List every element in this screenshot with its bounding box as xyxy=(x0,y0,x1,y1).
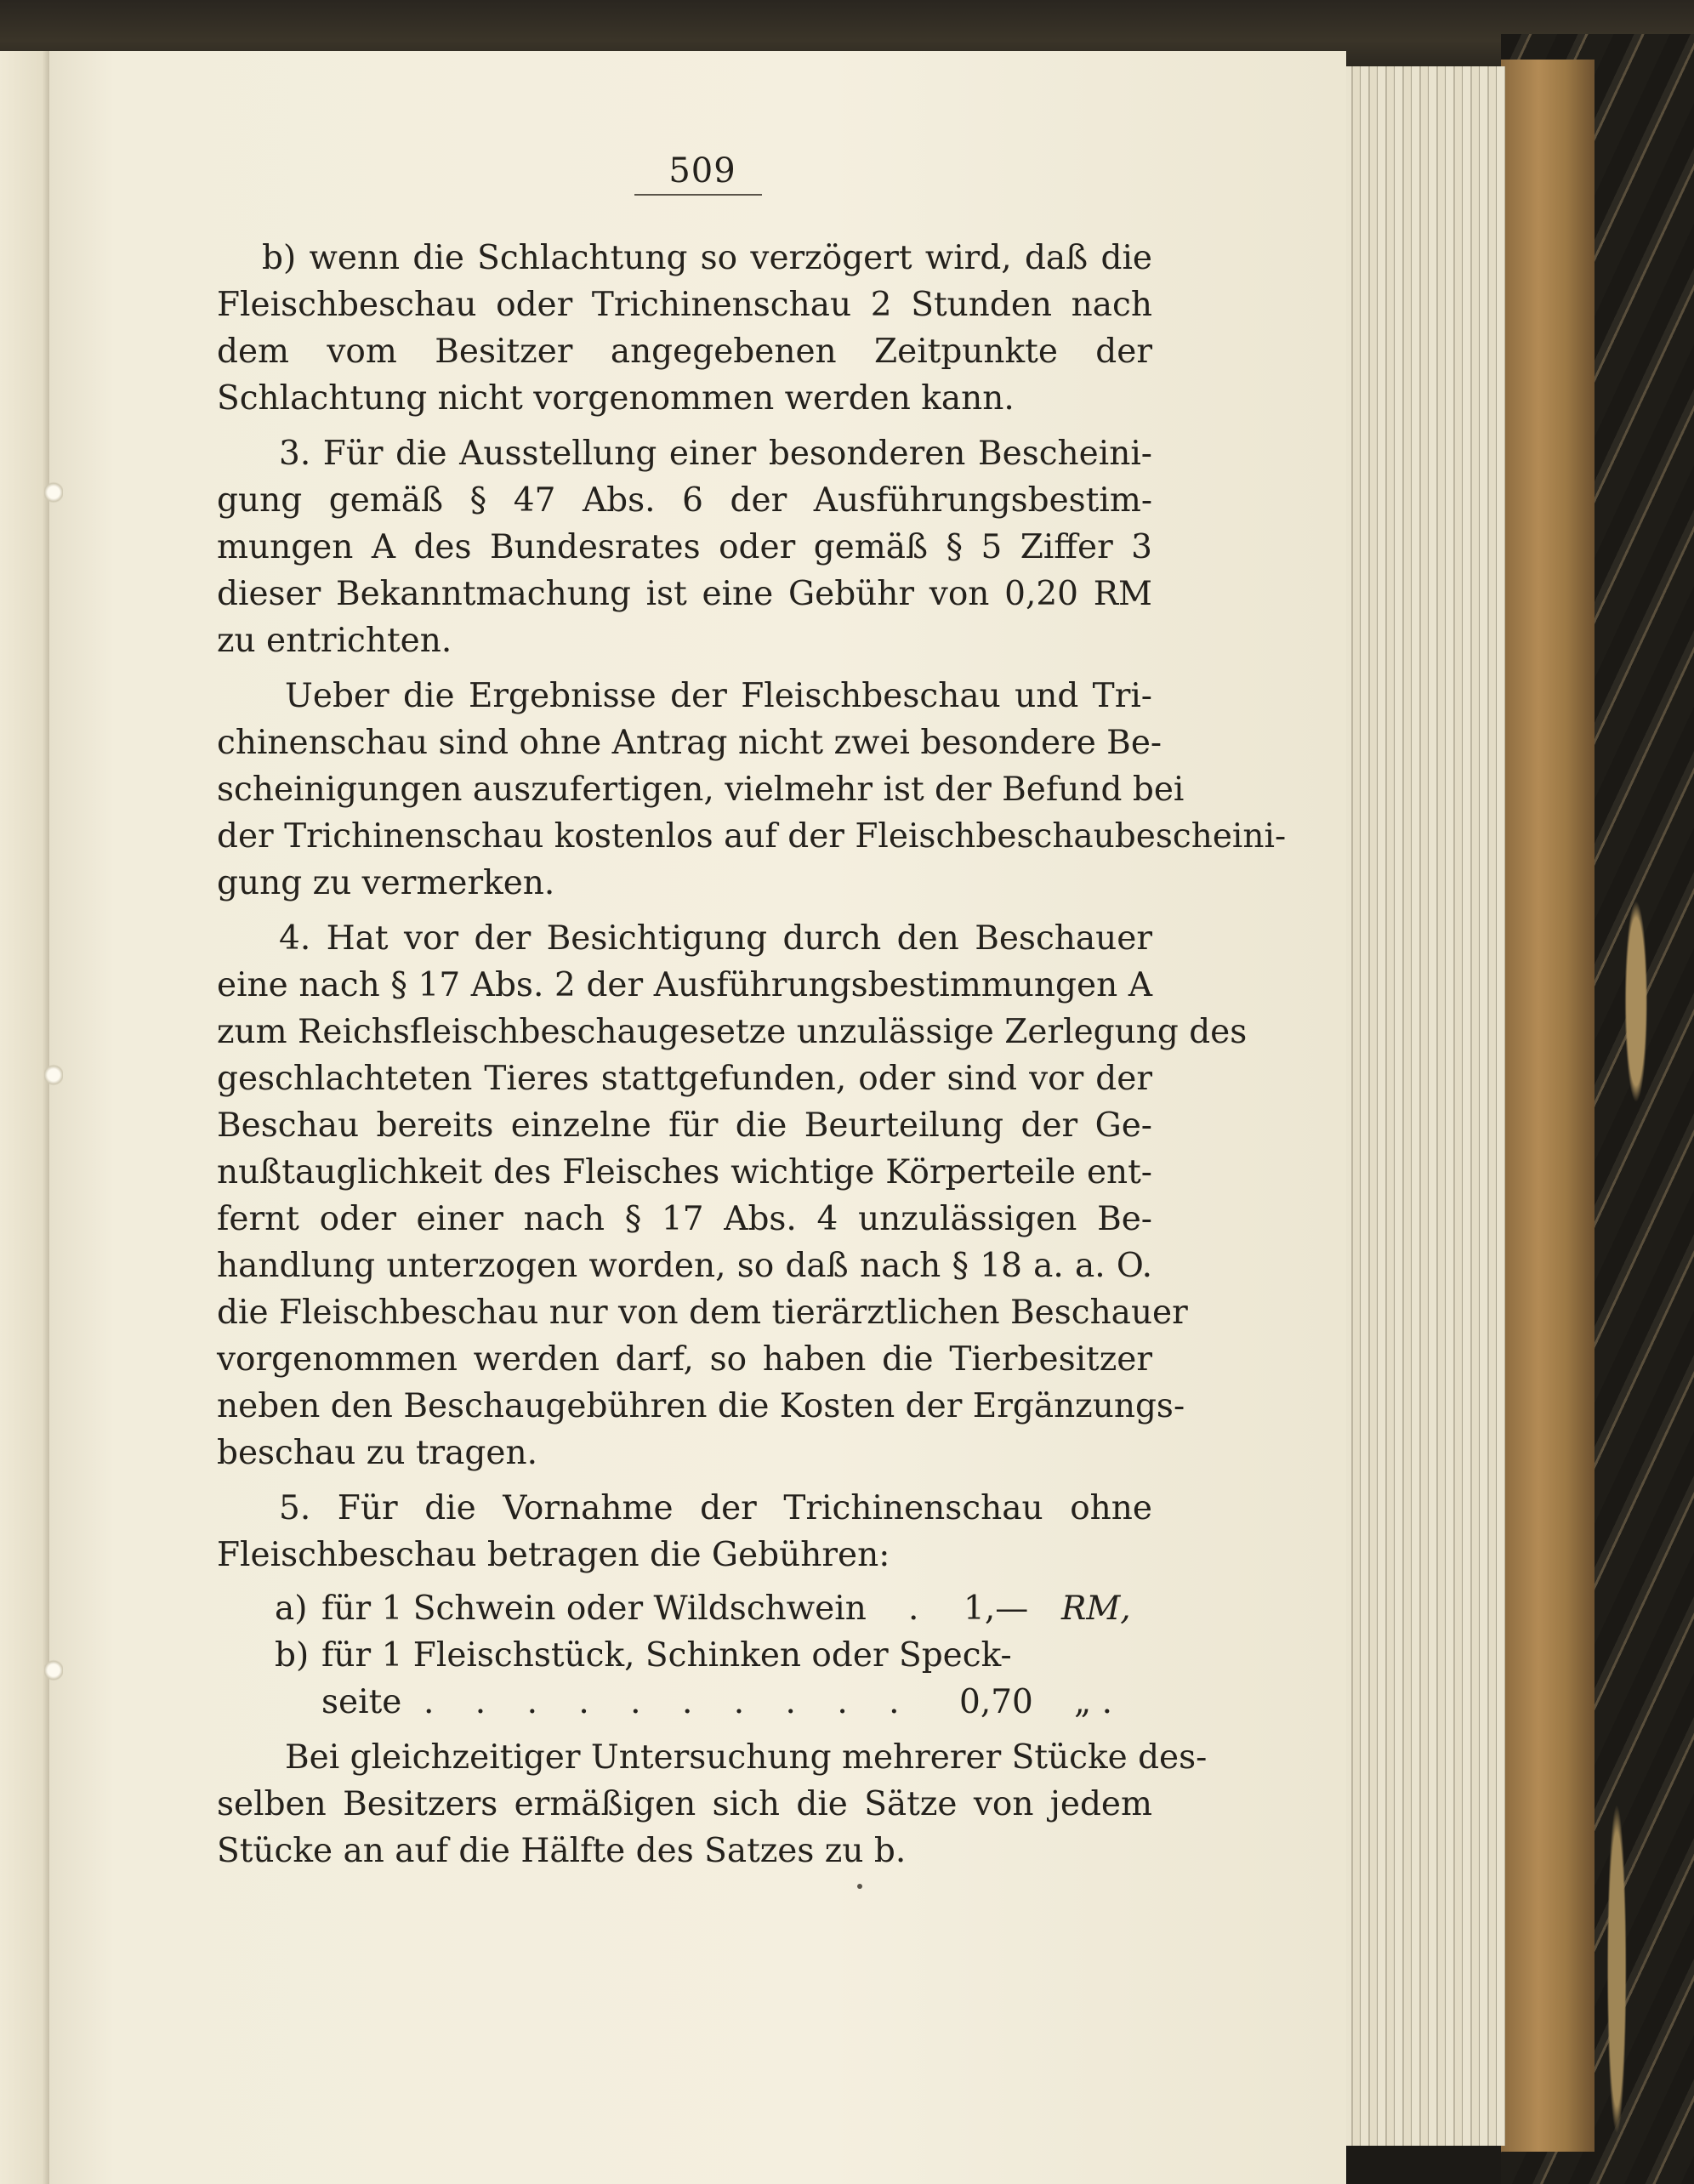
fee-a-text: für 1 Schwein oder Wildschwein xyxy=(321,1590,867,1628)
text-line: scheinigungen auszufertigen, vielmehr ist der Befund bei xyxy=(217,771,1185,809)
fee-b-amount: 0,70 xyxy=(959,1683,1033,1721)
text-line: beschau zu tragen. xyxy=(217,1434,537,1472)
text-line: b) wenn die Schlachtung so verzögert wird, daß die xyxy=(262,239,1152,277)
leather-spine xyxy=(1501,60,1595,2152)
text-line: geschlachteten Tieres stattgefunden, oder sind vor der xyxy=(217,1060,1152,1098)
text-line: zum Reichsfleischbeschaugesetze unzulässige Zerlegung des xyxy=(217,1013,1248,1051)
text-line: nußtauglichkeit des Fleisches wichtige Körperteile ent- xyxy=(217,1153,1152,1192)
page-number: 509 xyxy=(668,151,736,191)
text-line: zu entrichten. xyxy=(217,622,452,660)
text-line: selben Besitzers ermäßigen sich die Sätze von jedem xyxy=(217,1785,1152,1823)
text-line: 4. Hat vor der Besichtigung durch den Beschauer xyxy=(279,919,1152,958)
text-line: handlung unterzogen worden, so daß nach § 18 a. a. O. xyxy=(217,1247,1152,1285)
fee-a-label: a) xyxy=(275,1590,308,1628)
text-line: neben den Beschaugebühren die Kosten der Ergänzungs- xyxy=(217,1387,1185,1425)
text-line: Stücke an auf die Hälfte des Satzes zu b. xyxy=(217,1832,907,1870)
left-page-edge xyxy=(0,51,53,2184)
text-line: eine nach § 17 Abs. 2 der Ausführungsbestimmungen A xyxy=(217,966,1152,1004)
text-line: dem vom Besitzer angegebenen Zeitpunkte der xyxy=(217,333,1152,371)
text-line: Beschau bereits einzelne für die Beurteilung der Ge- xyxy=(217,1106,1152,1145)
text-line: dieser Bekanntmachung ist eine Gebühr von 0,20 RM xyxy=(217,575,1152,613)
text-line: mungen A des Bundesrates oder gemäß § 5 Ziffer 3 xyxy=(217,528,1152,566)
fee-a-currency: RM, xyxy=(1061,1590,1131,1628)
page-edges xyxy=(1344,66,1505,2146)
text-line: Bei gleichzeitiger Untersuchung mehrerer Stücke des- xyxy=(285,1738,1208,1777)
text-line: Fleischbeschau oder Trichinenschau 2 Stunden nach xyxy=(217,286,1152,324)
fee-b-text: für 1 Fleischstück, Schinken oder Speck- xyxy=(321,1636,1012,1675)
text-line: vorgenommen werden darf, so haben die Tierbesitzer xyxy=(217,1340,1152,1379)
binding-hole xyxy=(44,1063,63,1087)
page-number-rule xyxy=(634,194,762,196)
fee-b-label: b) xyxy=(275,1636,310,1675)
text-line: die Fleischbeschau nur von dem tierärztlichen Beschauer xyxy=(217,1294,1188,1332)
binding-hole xyxy=(44,1658,63,1682)
fee-b-ditto: „ . xyxy=(1074,1683,1112,1721)
text-line: Schlachtung nicht vorgenommen werden kann. xyxy=(217,379,1015,418)
text-line: gung gemäß § 47 Abs. 6 der Ausführungsbestim- xyxy=(217,481,1152,520)
fee-b-leader: . . . . . . . . . . xyxy=(424,1683,915,1721)
text-line: Ueber die Ergebnisse der Fleischbeschau und Tri- xyxy=(285,677,1152,715)
text-line: chinenschau sind ohne Antrag nicht zwei besondere Be- xyxy=(217,724,1162,762)
binding-hole xyxy=(44,481,63,504)
text-line: 5. Für die Vornahme der Trichinenschau ohne xyxy=(279,1489,1152,1527)
fee-a-leader: . xyxy=(908,1590,919,1628)
text-line: fernt oder einer nach § 17 Abs. 4 unzulässigen Be- xyxy=(217,1200,1152,1238)
text-line: gung zu vermerken. xyxy=(217,864,555,902)
text-line: 3. Für die Ausstellung einer besonderen Bescheini- xyxy=(279,435,1152,473)
paper-speck xyxy=(857,1884,862,1889)
book-page xyxy=(49,51,1346,2184)
fee-b-text-cont: seite xyxy=(321,1683,402,1721)
text-line: der Trichinenschau kostenlos auf der Fleischbeschaubescheini- xyxy=(217,817,1287,856)
fee-a-amount: 1,— xyxy=(964,1590,1029,1628)
text-line: Fleischbeschau betragen die Gebühren: xyxy=(217,1536,890,1574)
